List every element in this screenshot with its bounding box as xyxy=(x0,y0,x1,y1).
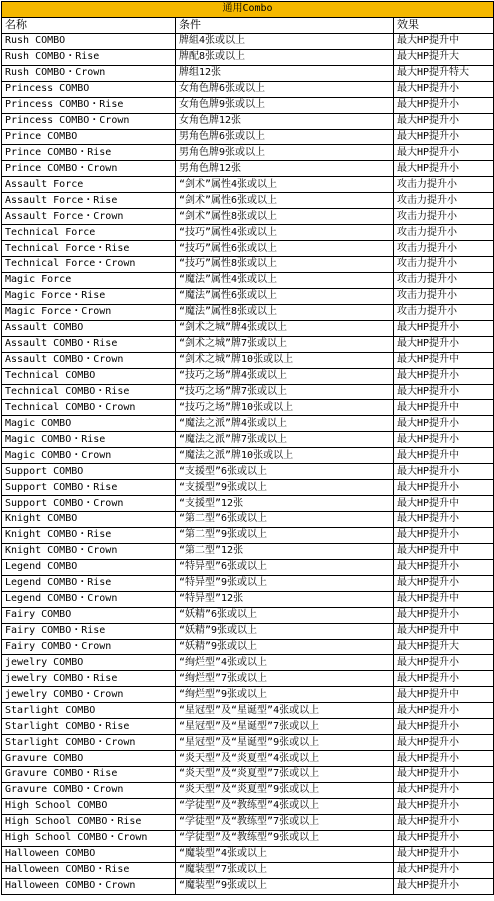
cell-name: High School COMBO・Rise xyxy=(2,814,176,830)
cell-name: High School COMBO xyxy=(2,798,176,814)
table-row xyxy=(2,81,494,97)
table-row xyxy=(2,512,494,528)
table-row xyxy=(2,703,494,719)
cell-condition: “剑术”属性4张或以上 xyxy=(176,177,394,193)
cell-effect: 最大HP提升小 xyxy=(394,671,494,687)
cell-condition: “技巧之场”牌4张或以上 xyxy=(176,368,394,384)
cell-effect: 最大HP提升小 xyxy=(394,798,494,814)
cell-name: Assault Force・Rise xyxy=(2,193,176,209)
cell-effect: 最大HP提升小 xyxy=(394,145,494,161)
table-row xyxy=(2,527,494,543)
cell-name: Assault Force・Crown xyxy=(2,209,176,225)
table-row xyxy=(2,257,494,273)
table-row xyxy=(2,145,494,161)
cell-name: Starlight COMBO・Crown xyxy=(2,735,176,751)
cell-effect: 最大HP提升大 xyxy=(394,49,494,65)
cell-effect: 最大HP提升小 xyxy=(394,559,494,575)
cell-effect: 最大HP提升中 xyxy=(394,543,494,559)
cell-effect: 最大HP提升小 xyxy=(394,480,494,496)
cell-name: Knight COMBO・Crown xyxy=(2,543,176,559)
table-row xyxy=(2,49,494,65)
table-row xyxy=(2,575,494,591)
cell-condition: “魔装型”7张或以上 xyxy=(176,862,394,878)
cell-condition: “学徒型”及“教练型”7张或以上 xyxy=(176,814,394,830)
cell-effect: 最大HP提升小 xyxy=(394,432,494,448)
table-row xyxy=(2,639,494,655)
table-row xyxy=(2,480,494,496)
cell-name: Technical COMBO xyxy=(2,368,176,384)
cell-effect: 最大HP提升小 xyxy=(394,655,494,671)
cell-name: Fairy COMBO xyxy=(2,607,176,623)
cell-condition: “炎天型”及“炎夏型”7张或以上 xyxy=(176,767,394,783)
cell-name: Support COMBO xyxy=(2,464,176,480)
cell-name: Magic COMBO・Crown xyxy=(2,448,176,464)
cell-condition: “剑术之城”牌4张或以上 xyxy=(176,320,394,336)
cell-effect: 最大HP提升小 xyxy=(394,767,494,783)
cell-name: Magic COMBO xyxy=(2,416,176,432)
table-row xyxy=(2,862,494,878)
table-row xyxy=(2,671,494,687)
cell-effect: 最大HP提升小 xyxy=(394,782,494,798)
cell-effect: 最大HP提升小 xyxy=(394,97,494,113)
table-row xyxy=(2,814,494,830)
table-row xyxy=(2,878,494,894)
table-row xyxy=(2,113,494,129)
table-row xyxy=(2,798,494,814)
header-effect: 效果 xyxy=(394,17,494,33)
cell-condition: “星冠型”及“星诞型”9张或以上 xyxy=(176,735,394,751)
cell-effect: 最大HP提升小 xyxy=(394,846,494,862)
cell-condition: “第二型”9张或以上 xyxy=(176,527,394,543)
table-row xyxy=(2,193,494,209)
cell-condition: “特异型”12张 xyxy=(176,591,394,607)
cell-name: Knight COMBO・Rise xyxy=(2,527,176,543)
cell-condition: “妖精”9张或以上 xyxy=(176,623,394,639)
cell-name: jewelry COMBO・Rise xyxy=(2,671,176,687)
cell-name: Princess COMBO xyxy=(2,81,176,97)
table-row xyxy=(2,607,494,623)
cell-effect: 最大HP提升小 xyxy=(394,527,494,543)
cell-condition: 女角色牌6张或以上 xyxy=(176,81,394,97)
cell-effect: 最大HP提升中 xyxy=(394,496,494,512)
cell-condition: “第二型”6张或以上 xyxy=(176,512,394,528)
cell-name: Legend COMBO xyxy=(2,559,176,575)
cell-name: jewelry COMBO xyxy=(2,655,176,671)
cell-condition: 男角色牌12张 xyxy=(176,161,394,177)
table-row xyxy=(2,767,494,783)
header-name: 名称 xyxy=(2,17,176,33)
cell-name: Magic Force・Rise xyxy=(2,288,176,304)
cell-effect: 攻击力提升小 xyxy=(394,304,494,320)
table-row xyxy=(2,655,494,671)
cell-effect: 攻击力提升小 xyxy=(394,257,494,273)
cell-name: Technical Force・Rise xyxy=(2,241,176,257)
cell-condition: 牌配8张或以上 xyxy=(176,49,394,65)
cell-effect: 最大HP提升中 xyxy=(394,352,494,368)
cell-effect: 最大HP提升中 xyxy=(394,687,494,703)
cell-condition: “学徒型”及“教练型”4张或以上 xyxy=(176,798,394,814)
table-row xyxy=(2,97,494,113)
cell-condition: “特异型”9张或以上 xyxy=(176,575,394,591)
table-row xyxy=(2,687,494,703)
cell-effect: 最大HP提升小 xyxy=(394,416,494,432)
cell-name: Legend COMBO・Crown xyxy=(2,591,176,607)
cell-condition: 女角色牌9张或以上 xyxy=(176,97,394,113)
cell-name: Halloween COMBO・Rise xyxy=(2,862,176,878)
cell-effect: 攻击力提升小 xyxy=(394,288,494,304)
cell-effect: 最大HP提升小 xyxy=(394,814,494,830)
cell-name: Technical COMBO・Crown xyxy=(2,400,176,416)
cell-effect: 最大HP提升小 xyxy=(394,81,494,97)
cell-condition: “剑术”属性8张或以上 xyxy=(176,209,394,225)
cell-condition: “第二型”12张 xyxy=(176,543,394,559)
cell-condition: “魔法”属性6张或以上 xyxy=(176,288,394,304)
cell-effect: 最大HP提升中 xyxy=(394,400,494,416)
table-row xyxy=(2,751,494,767)
cell-effect: 最大HP提升中 xyxy=(394,591,494,607)
table-row xyxy=(2,65,494,81)
cell-effect: 最大HP提升小 xyxy=(394,703,494,719)
cell-name: Princess COMBO・Rise xyxy=(2,97,176,113)
cell-name: Assault COMBO・Crown xyxy=(2,352,176,368)
cell-name: Technical COMBO・Rise xyxy=(2,384,176,400)
cell-name: Magic COMBO・Rise xyxy=(2,432,176,448)
cell-name: Assault COMBO・Rise xyxy=(2,336,176,352)
cell-condition: “支援型”9张或以上 xyxy=(176,480,394,496)
table-row xyxy=(2,735,494,751)
table-row xyxy=(2,496,494,512)
cell-effect: 攻击力提升小 xyxy=(394,272,494,288)
cell-effect: 最大HP提升小 xyxy=(394,719,494,735)
table-row xyxy=(2,400,494,416)
table-row xyxy=(2,384,494,400)
cell-effect: 最大HP提升小 xyxy=(394,830,494,846)
cell-effect: 攻击力提升小 xyxy=(394,177,494,193)
cell-name: Magic Force xyxy=(2,272,176,288)
table-row xyxy=(2,432,494,448)
table-row xyxy=(2,846,494,862)
cell-name: jewelry COMBO・Crown xyxy=(2,687,176,703)
table-row xyxy=(2,464,494,480)
cell-name: Halloween COMBO・Crown xyxy=(2,878,176,894)
cell-condition: “炎天型”及“炎夏型”9张或以上 xyxy=(176,782,394,798)
cell-effect: 最大HP提升大 xyxy=(394,639,494,655)
cell-name: Technical Force・Crown xyxy=(2,257,176,273)
cell-name: Rush COMBO・Crown xyxy=(2,65,176,81)
cell-name: Legend COMBO・Rise xyxy=(2,575,176,591)
cell-name: Knight COMBO xyxy=(2,512,176,528)
cell-name: Gravure COMBO xyxy=(2,751,176,767)
cell-condition: “技巧”属性6张或以上 xyxy=(176,241,394,257)
table-row xyxy=(2,33,494,49)
cell-effect: 最大HP提升特大 xyxy=(394,65,494,81)
cell-name: Technical Force xyxy=(2,225,176,241)
table-row xyxy=(2,352,494,368)
table-row xyxy=(2,161,494,177)
cell-effect: 最大HP提升小 xyxy=(394,129,494,145)
cell-condition: “妖精”9张或以上 xyxy=(176,639,394,655)
header-row xyxy=(2,17,494,33)
table-row xyxy=(2,623,494,639)
title-row xyxy=(2,2,494,18)
header-condition: 条件 xyxy=(176,17,394,33)
cell-condition: “技巧之场”牌7张或以上 xyxy=(176,384,394,400)
table-row xyxy=(2,320,494,336)
cell-effect: 最大HP提升小 xyxy=(394,161,494,177)
cell-condition: “特异型”6张或以上 xyxy=(176,559,394,575)
cell-effect: 最大HP提升中 xyxy=(394,623,494,639)
cell-effect: 最大HP提升小 xyxy=(394,735,494,751)
cell-condition: “炎天型”及“炎夏型”4张或以上 xyxy=(176,751,394,767)
cell-name: Rush COMBO xyxy=(2,33,176,49)
cell-name: Prince COMBO・Rise xyxy=(2,145,176,161)
cell-condition: “魔法”属性8张或以上 xyxy=(176,304,394,320)
cell-condition: “绚烂型”9张或以上 xyxy=(176,687,394,703)
cell-name: Gravure COMBO・Rise xyxy=(2,767,176,783)
table-row xyxy=(2,241,494,257)
cell-condition: “妖精”6张或以上 xyxy=(176,607,394,623)
cell-condition: “魔法之派”牌4张或以上 xyxy=(176,416,394,432)
cell-name: Starlight COMBO xyxy=(2,703,176,719)
table-row xyxy=(2,209,494,225)
table-row xyxy=(2,272,494,288)
cell-effect: 最大HP提升小 xyxy=(394,464,494,480)
combo-table xyxy=(1,1,494,895)
cell-condition: 牌組4张或以上 xyxy=(176,33,394,49)
cell-condition: “绚烂型”4张或以上 xyxy=(176,655,394,671)
cell-effect: 最大HP提升小 xyxy=(394,113,494,129)
cell-name: Fairy COMBO・Crown xyxy=(2,639,176,655)
cell-condition: “支援型”12张 xyxy=(176,496,394,512)
cell-condition: 牌组12张 xyxy=(176,65,394,81)
cell-name: Assault Force xyxy=(2,177,176,193)
table-row xyxy=(2,288,494,304)
table-row xyxy=(2,225,494,241)
table-row xyxy=(2,719,494,735)
cell-effect: 攻击力提升小 xyxy=(394,241,494,257)
cell-effect: 最大HP提升小 xyxy=(394,607,494,623)
cell-condition: “技巧”属性4张或以上 xyxy=(176,225,394,241)
cell-condition: “剑术之城”牌7张或以上 xyxy=(176,336,394,352)
cell-condition: 男角色牌6张或以上 xyxy=(176,129,394,145)
cell-name: Support COMBO・Crown xyxy=(2,496,176,512)
cell-effect: 最大HP提升小 xyxy=(394,878,494,894)
cell-condition: 女角色牌12张 xyxy=(176,113,394,129)
cell-name: Fairy COMBO・Rise xyxy=(2,623,176,639)
table-row xyxy=(2,782,494,798)
cell-name: Starlight COMBO・Rise xyxy=(2,719,176,735)
table-title: 通用Combo xyxy=(2,2,494,18)
cell-effect: 最大HP提升小 xyxy=(394,384,494,400)
cell-name: Gravure COMBO・Crown xyxy=(2,782,176,798)
table-row xyxy=(2,129,494,145)
cell-name: Rush COMBO・Rise xyxy=(2,49,176,65)
cell-condition: 男角色牌9张或以上 xyxy=(176,145,394,161)
cell-condition: “魔法之派”牌10张或以上 xyxy=(176,448,394,464)
table-row xyxy=(2,336,494,352)
cell-condition: “魔法”属性4张或以上 xyxy=(176,272,394,288)
table-row xyxy=(2,448,494,464)
cell-condition: “支援型”6张或以上 xyxy=(176,464,394,480)
cell-name: Prince COMBO・Crown xyxy=(2,161,176,177)
cell-condition: “星冠型”及“星诞型”7张或以上 xyxy=(176,719,394,735)
cell-name: Support COMBO・Rise xyxy=(2,480,176,496)
table-row xyxy=(2,304,494,320)
cell-effect: 最大HP提升小 xyxy=(394,336,494,352)
cell-effect: 攻击力提升小 xyxy=(394,225,494,241)
cell-condition: “剑术”属性6张或以上 xyxy=(176,193,394,209)
cell-name: Magic Force・Crown xyxy=(2,304,176,320)
cell-name: Prince COMBO xyxy=(2,129,176,145)
cell-condition: “魔法之派”牌7张或以上 xyxy=(176,432,394,448)
table-row xyxy=(2,543,494,559)
cell-condition: “魔装型”9张或以上 xyxy=(176,878,394,894)
cell-name: Halloween COMBO xyxy=(2,846,176,862)
cell-effect: 最大HP提升小 xyxy=(394,575,494,591)
cell-condition: “学徒型”及“教练型”9张或以上 xyxy=(176,830,394,846)
table-row xyxy=(2,177,494,193)
table-row xyxy=(2,368,494,384)
cell-effect: 攻击力提升小 xyxy=(394,193,494,209)
cell-condition: “星冠型”及“星诞型”4张或以上 xyxy=(176,703,394,719)
cell-effect: 最大HP提升小 xyxy=(394,862,494,878)
cell-effect: 最大HP提升中 xyxy=(394,33,494,49)
cell-effect: 最大HP提升小 xyxy=(394,512,494,528)
combo-table-body xyxy=(2,2,494,895)
cell-effect: 最大HP提升小 xyxy=(394,368,494,384)
cell-condition: “绚烂型”7张或以上 xyxy=(176,671,394,687)
table-row xyxy=(2,830,494,846)
cell-effect: 攻击力提升小 xyxy=(394,209,494,225)
cell-effect: 最大HP提升中 xyxy=(394,448,494,464)
table-row xyxy=(2,559,494,575)
cell-condition: “魔装型”4张或以上 xyxy=(176,846,394,862)
cell-condition: “技巧之场”牌10张或以上 xyxy=(176,400,394,416)
cell-name: High School COMBO・Crown xyxy=(2,830,176,846)
cell-condition: “剑术之城”牌10张或以上 xyxy=(176,352,394,368)
table-row xyxy=(2,591,494,607)
cell-name: Assault COMBO xyxy=(2,320,176,336)
cell-condition: “技巧”属性8张或以上 xyxy=(176,257,394,273)
cell-effect: 最大HP提升小 xyxy=(394,751,494,767)
cell-effect: 最大HP提升小 xyxy=(394,320,494,336)
cell-name: Princess COMBO・Crown xyxy=(2,113,176,129)
table-row xyxy=(2,416,494,432)
